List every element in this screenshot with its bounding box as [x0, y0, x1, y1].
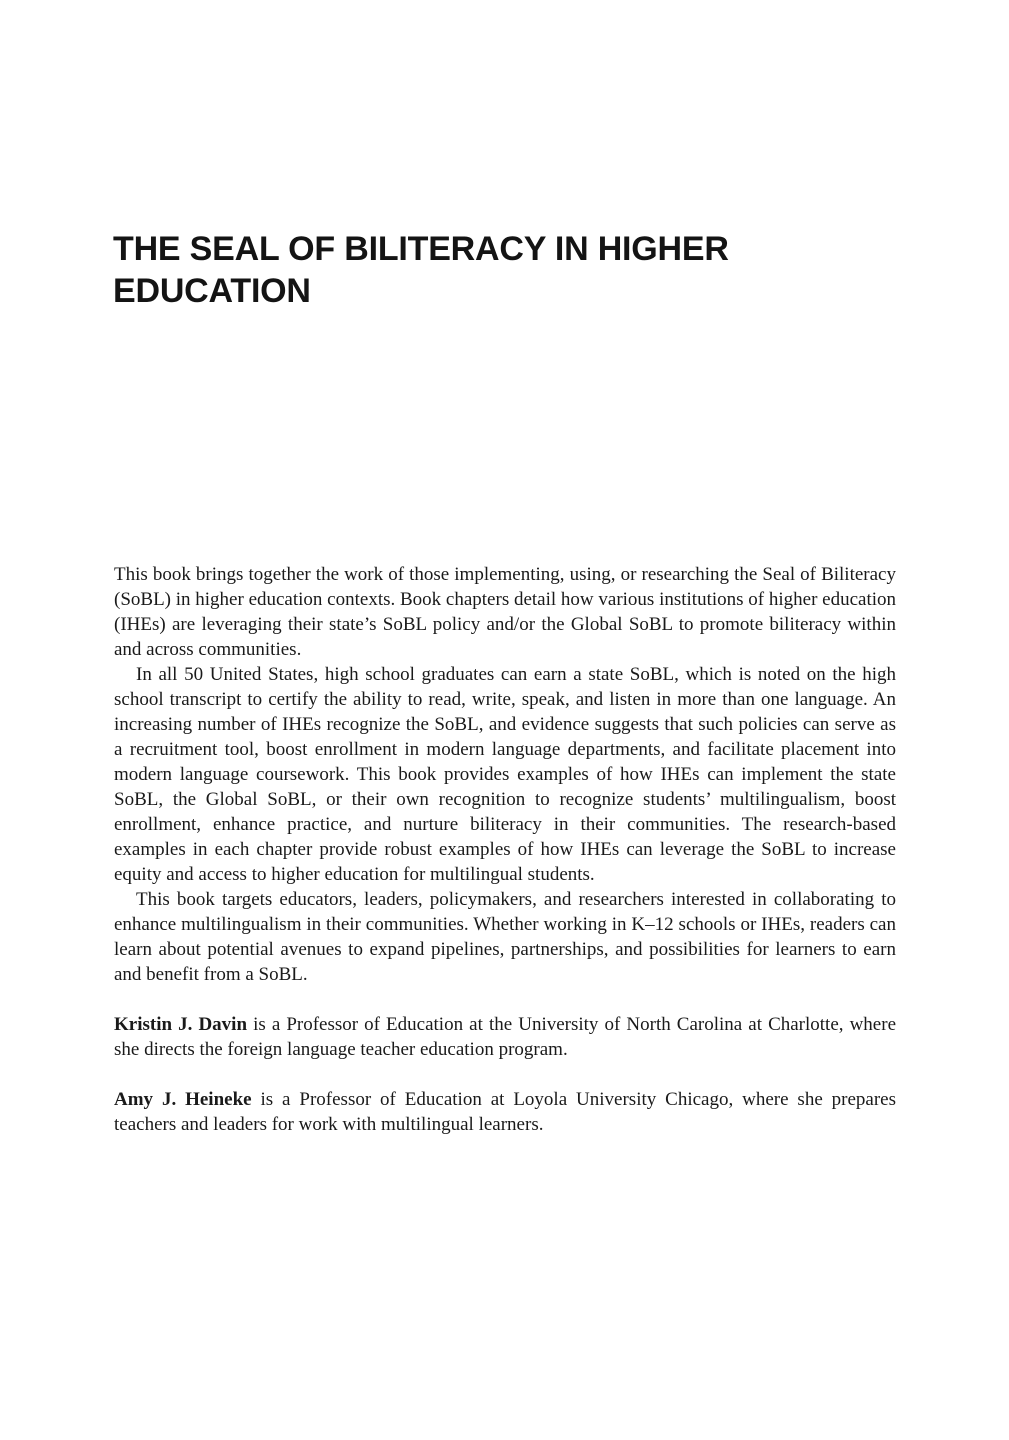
author-bio-2	[114, 1087, 896, 1137]
author-bio-text-2: is a Professor of Education at Loyola University Chicago, where she prepares teachers and leaders for work with multilingual learners.	[114, 1089, 896, 1135]
description-paragraph-1: This book brings together the work of those implementing, using, or researching the Seal of Biliteracy (SoBL) in higher education contexts. Book chapters detail how various institutions of higher education (IHEs) are leveraging their state’s SoBL policy and/or the Global SoBL to promote biliteracy within and across communities.	[114, 564, 897, 660]
description-paragraph-2: In all 50 United States, high school graduates can earn a state SoBL, which is noted on the high school transcript to certify the ability to read, write, speak, and listen in more than one language. An increasing number of IHEs recognize the SoBL, and evidence suggests that such policies can serve as a recruitment tool, boost enrollment in modern language departments, and facilitate placement into modern language coursework. This book provides examples of how IHEs can implement the state SoBL, the Global SoBL, or their own recognition to recognize students’ multilingualism, boost enrollment, enhance practice, and nurture biliteracy in their communities. The research-based examples in each chapter provide robust examples of how IHEs can leverage the SoBL to increase equity and access to higher education for multilingual students.	[114, 664, 896, 885]
author-bio-1	[114, 1012, 896, 1062]
author-name-1: Kristin J. Davin	[114, 1014, 248, 1035]
author-name-2: Amy J. Heineke	[114, 1089, 252, 1110]
author-bio-text-1: is a Professor of Education at the University of North Carolina at Charlotte, where she directs the foreign language teacher education program.	[114, 1014, 896, 1060]
description-paragraph-3: This book targets educators, leaders, policymakers, and researchers interested in collaborating to enhance multilingualism in their communities. Whether working in K–12 schools or IHEs, readers can learn about potential avenues to expand pipelines, partnerships, and possibilities for learners to earn and benefit from a SoBL.	[114, 889, 896, 985]
book-description	[114, 562, 896, 1137]
book-title: THE SEAL OF BILITERACY IN HIGHER EDUCATION	[113, 230, 729, 310]
